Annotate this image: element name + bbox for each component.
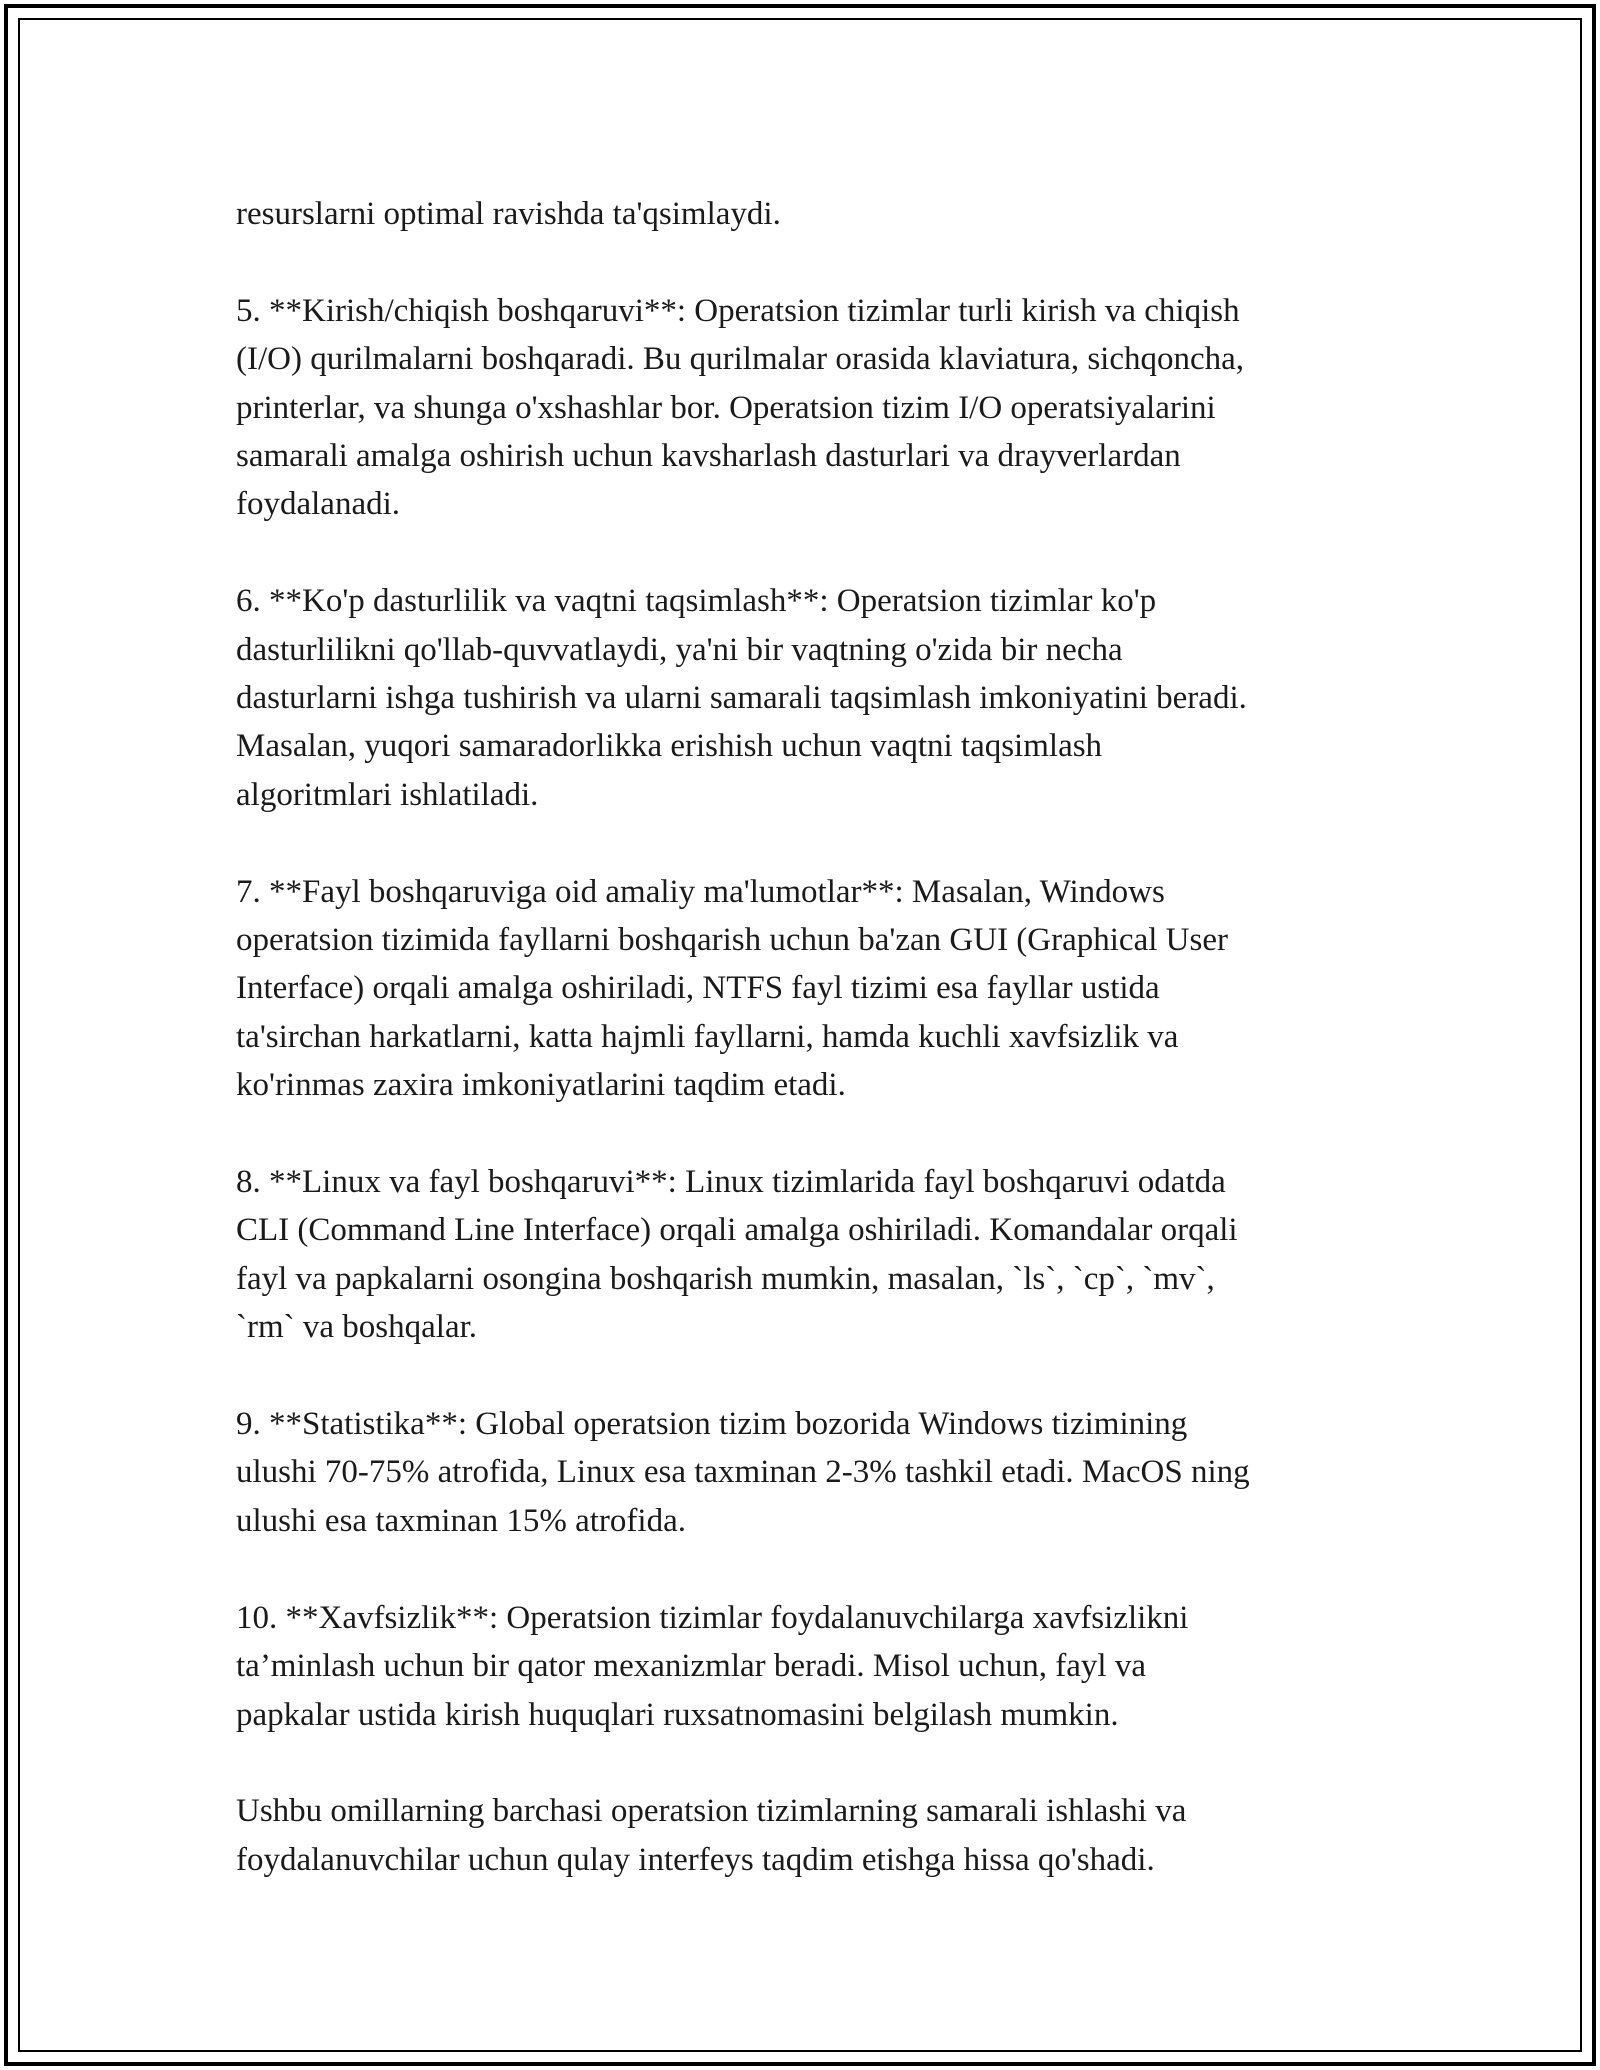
paragraph-multiprogramming: 6. **Ko'p dasturlilik va vaqtni taqsimlash**: Operatsion tizimlar ko'p dasturlilikni qo'llab-quvvatlaydi, ya'ni bir vaqtning o'zida bir necha dasturlarni ishga tushirish va ularni samarali taqsimlash imkoniyatini beradi. Masalan, yuqori samaradorlikka erishish uchun vaqtni taqsimlash algoritmlari ishlatiladi. xyxy=(236,583,1247,813)
paragraph-conclusion: Ushbu omillarning barchasi operatsion tizimlarning samarali ishlashi va foydalanuvchilar uchun qulay interfeys taqdim etishga hissa qo'shadi. xyxy=(236,1793,1187,1878)
paragraph-file-management-practical: 7. **Fayl boshqaruviga oid amaliy ma'lumotlar**: Masalan, Windows operatsion tizimida fayllarni boshqarish uchun ba'zan GUI (Graphical User Interface) orqali amalga oshiriladi, NTFS fayl tizimi esa fayllar ustida ta'sirchan harkatlarni, katta hajmli fayllarni, hamda kuchli xavfsizlik va ko'rinmas zaxira imkoniyatlarini taqdim etadi. xyxy=(236,873,1228,1104)
paragraph-linux-file-management: 8. **Linux va fayl boshqaruvi**: Linux tizimlarida fayl boshqaruvi odatda CLI (Command Line Interface) orqali amalga oshiriladi. Komandalar orqali fayl va papkalarni osongina boshqarish mumkin, masalan, `ls`, `cp`, `mv`, `rm` va boshqalar. xyxy=(236,1164,1238,1346)
paragraph-security: 10. **Xavfsizlik**: Operatsion tizimlar foydalanuvchilarga xavfsizlikni ta’minlash uchun bir qator mexanizmlar beradi. Misol uchun, fayl va papkalar ustida kirish huquqlari ruxsatnomasini belgilash mumkin. xyxy=(236,1599,1189,1733)
paragraph-statistics: 9. **Statistika**: Global operatsion tizim bozorida Windows tizimining ulushi 70-75% atrofida, Linux esa taxminan 2-3% tashkil etadi. MacOS ning ulushi esa taxminan 15% atrofida. xyxy=(236,1406,1250,1539)
paragraph-io-management: 5. **Kirish/chiqish boshqaruvi**: Operatsion tizimlar turli kirish va chiqish (I/O) qurilmalarni boshqaradi. Bu qurilmalar orasida klaviatura, sichqoncha, printerlar, va shunga o'xshashlar bor. Operatsion tizim I/O operatsiyalarini samarali amalga oshirish uchun kavsharlash dasturlari va drayverlardan foydalanadi. xyxy=(236,292,1245,523)
paragraph-intro-continuation: resurslarni optimal ravishda ta'qsimlaydi. xyxy=(236,196,781,232)
document-body xyxy=(236,190,1386,1884)
